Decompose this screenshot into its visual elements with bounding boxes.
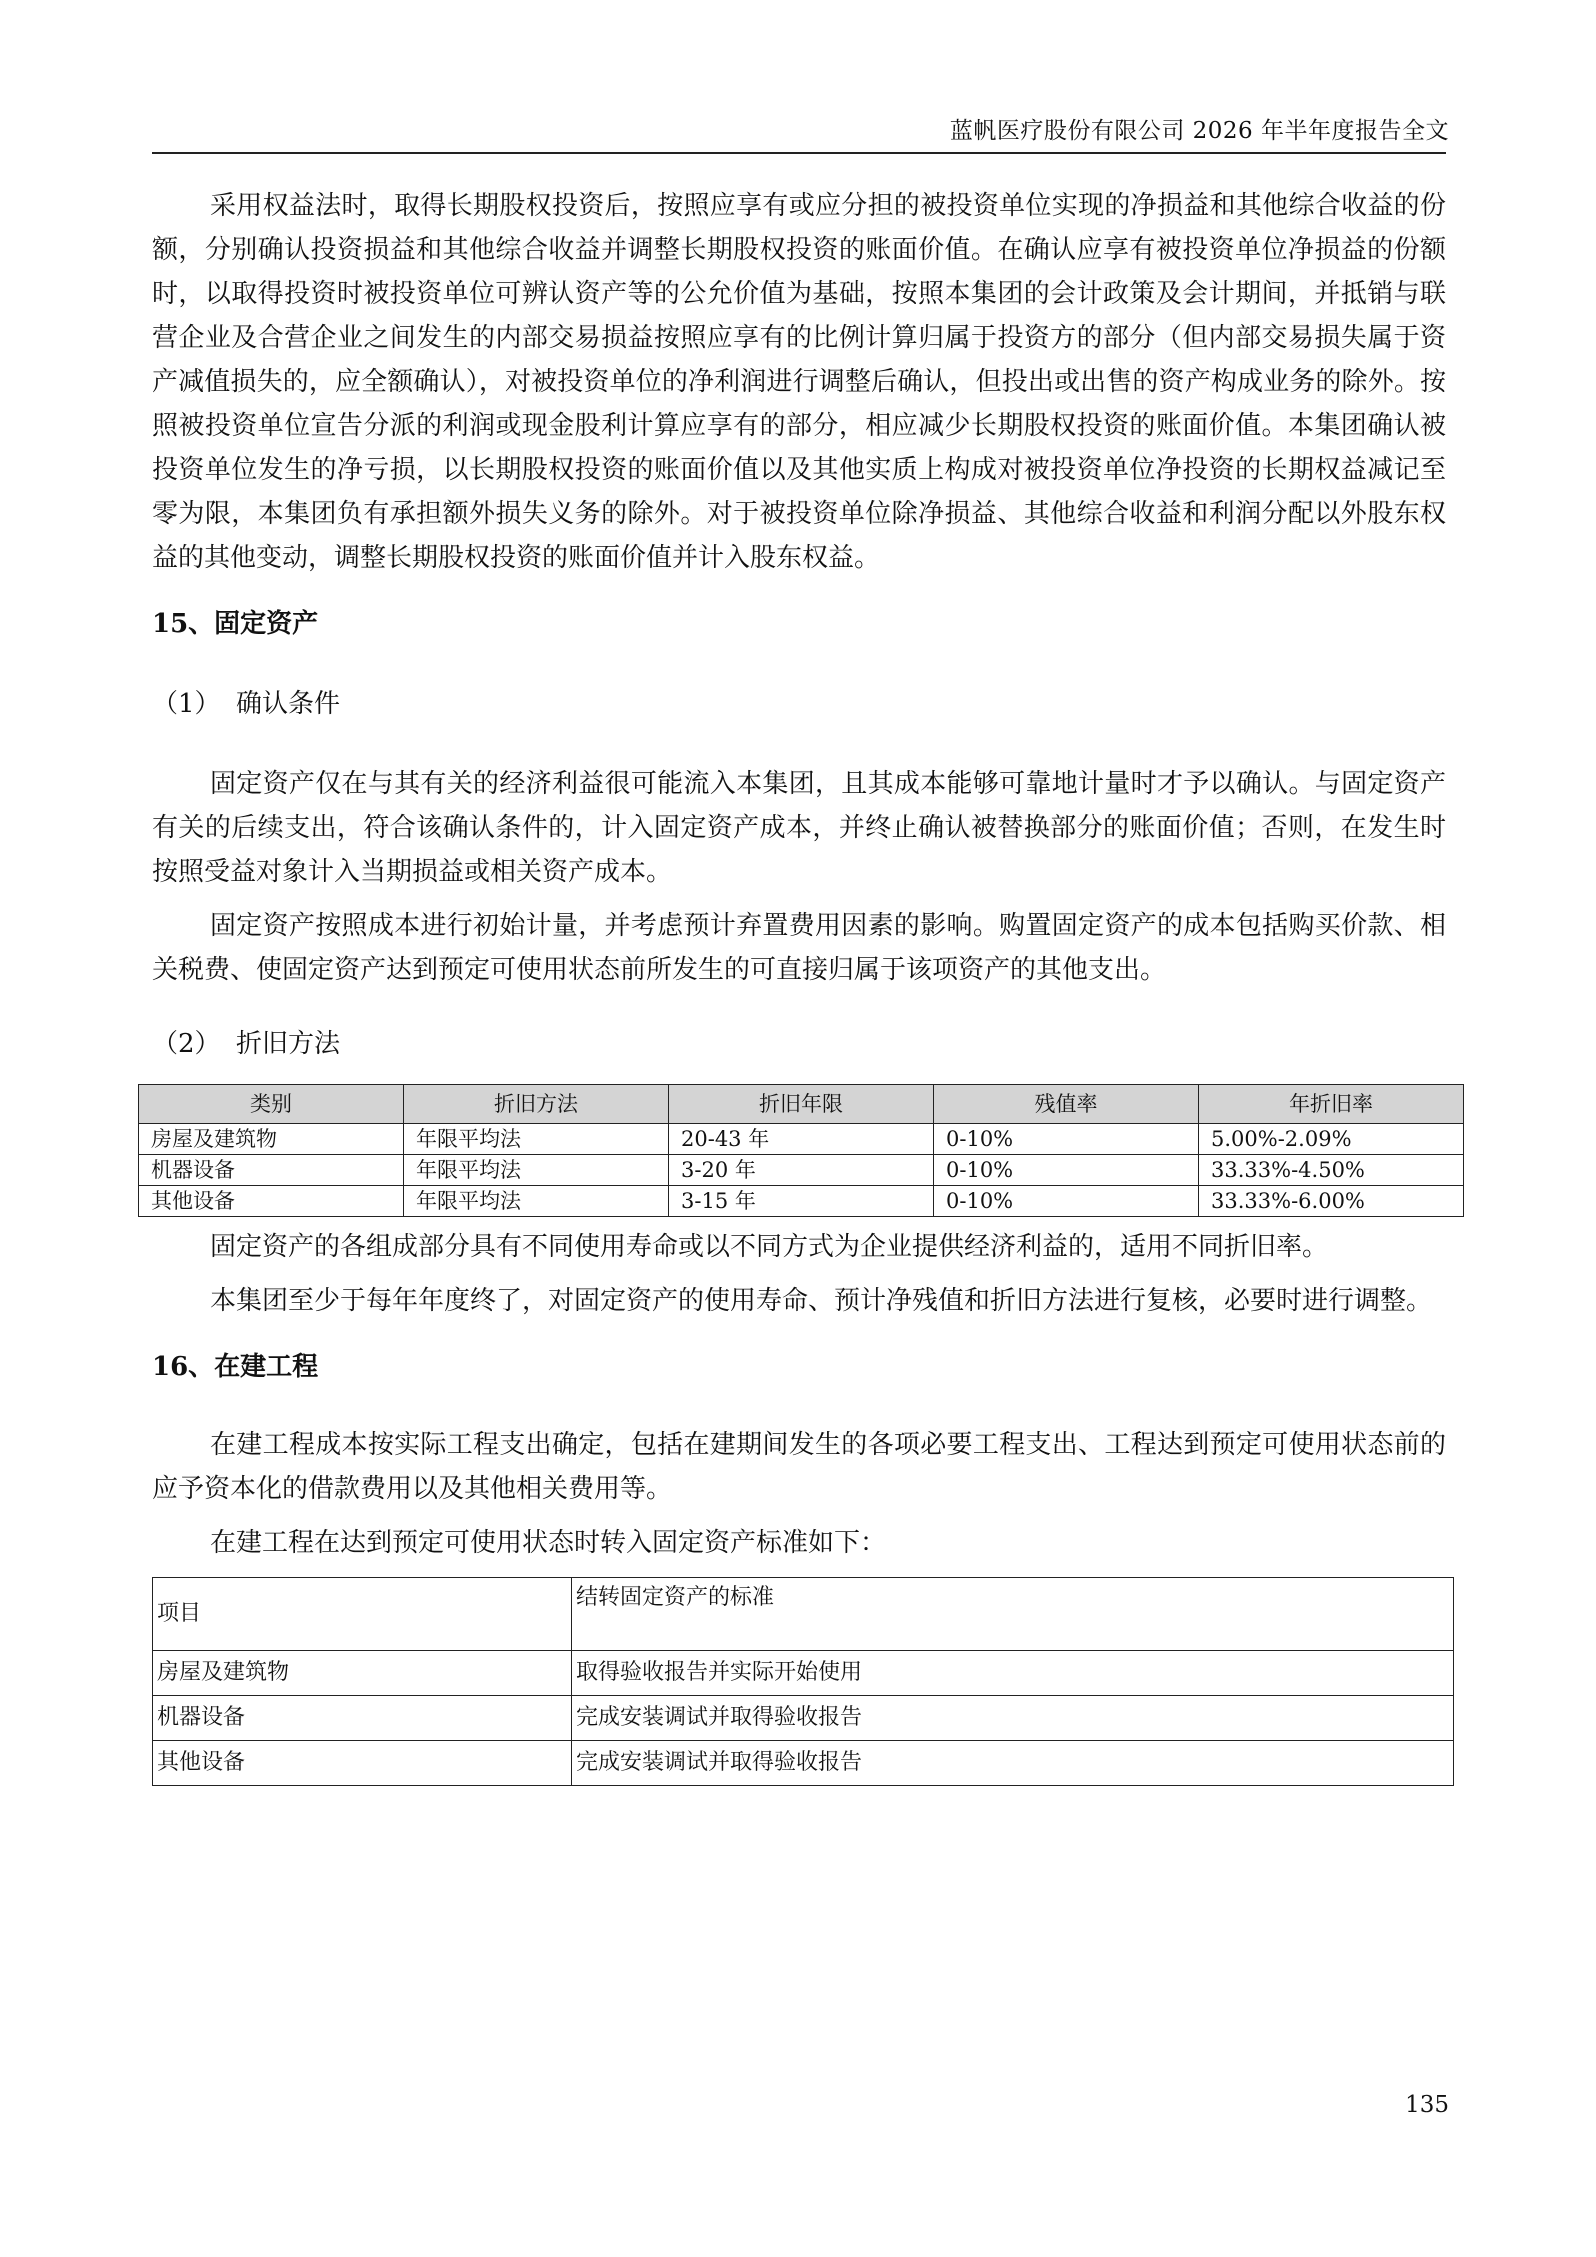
intro-paragraph: 采用权益法时，取得长期股权投资后，按照应享有或应分担的被投资单位实现的净损益和其他综合收益的份额，分别确认投资损益和其他综合收益并调整长期股权投资的账面价值。在确认应享有被投资单位净损益的份额时，以取得投资时被投资单位可辨认资产等的公允价值为基础，按照本集团的会计政策及会计期间，并抵销与联营企业及合营企业之间发生的内部交易损益按照应享有的比例计算归属于投资方的部分（但内部交易损失属于资产减值损失的，应全额确认），对被投资单位的净利润进行调整后确认，但投出或出售的资产构成业务的除外。按照被投资单位宣告分派的利润或现金股利计算应享有的部分，相应减少长期股权投资的账面价值。本集团确认被投资单位发生的净亏损，以长期股权投资的账面价值以及其他实质上构成对被投资单位净投资的长期权益减记至零为限，本集团负有承担额外损失义务的除外。对于被投资单位除净损益、其他综合收益和利润分配以外股东权益的其他变动，调整长期股权投资的账面价值并计入股东权益。 [152, 191, 1446, 573]
table-cell: 33.33%-4.50% [1199, 1155, 1464, 1186]
table-cell: 0-10% [934, 1186, 1199, 1217]
table-cell: 33.33%-6.00% [1199, 1186, 1464, 1217]
section-15-sub2 [152, 1022, 1446, 1066]
table-header-cell: 折旧年限 [669, 1085, 934, 1124]
table-cell: 其他设备 [153, 1741, 572, 1786]
table-cell: 机器设备 [153, 1696, 572, 1741]
sub2-title: 折旧方法 [236, 1029, 341, 1059]
table-header-cell: 结转固定资产的标准 [572, 1578, 1454, 1651]
transfer-standard-table [152, 1577, 1454, 1786]
table-cell: 20-43 年 [669, 1124, 934, 1155]
table-cell: 房屋及建筑物 [139, 1124, 404, 1155]
table-cell: 完成安装调试并取得验收报告 [572, 1741, 1454, 1786]
table-header-cell: 残值率 [934, 1085, 1199, 1124]
section-16-para1: 在建工程成本按实际工程支出确定，包括在建期间发生的各项必要工程支出、工程达到预定可使用状态前的应予资本化的借款费用以及其他相关费用等。 [152, 1430, 1446, 1504]
table-header-cell: 项目 [153, 1578, 572, 1651]
table-header-row [139, 1085, 1464, 1124]
table-cell: 3-15 年 [669, 1186, 934, 1217]
section-15-sub1 [152, 682, 1446, 726]
table-cell: 年限平均法 [404, 1124, 669, 1155]
section-16-title: 16、在建工程 [152, 1352, 319, 1382]
table-cell: 取得验收报告并实际开始使用 [572, 1651, 1454, 1696]
header-divider [152, 152, 1446, 154]
table-cell: 3-20 年 [669, 1155, 934, 1186]
table-cell: 0-10% [934, 1124, 1199, 1155]
section-15-para3: 固定资产的各组成部分具有不同使用寿命或以不同方式为企业提供经济利益的，适用不同折旧率。 [210, 1232, 1329, 1262]
section-15-para2: 固定资产按照成本进行初始计量，并考虑预计弃置费用因素的影响。购置固定资产的成本包括购买价款、相关税费、使固定资产达到预定可使用状态前所发生的可直接归属于该项资产的其他支出。 [152, 911, 1446, 985]
section-15-title: 15、固定资产 [152, 609, 319, 639]
table-cell: 房屋及建筑物 [153, 1651, 572, 1696]
table-row [153, 1741, 1454, 1786]
table-row [139, 1124, 1464, 1155]
sub1-index: （1） [152, 689, 221, 719]
section-15-para1: 固定资产仅在与其有关的经济利益很可能流入本集团，且其成本能够可靠地计量时才予以确认。与固定资产有关的后续支出，符合该确认条件的，计入固定资产成本，并终止确认被替换部分的账面价值；否则，在发生时按照受益对象计入当期损益或相关资产成本。 [152, 769, 1446, 887]
table-cell: 年限平均法 [404, 1186, 669, 1217]
table-cell: 其他设备 [139, 1186, 404, 1217]
table-row [153, 1696, 1454, 1741]
page-content [152, 184, 1446, 1786]
table-cell: 机器设备 [139, 1155, 404, 1186]
table-header-row [153, 1578, 1454, 1651]
table-header-cell: 年折旧率 [1199, 1085, 1464, 1124]
table-cell: 完成安装调试并取得验收报告 [572, 1696, 1454, 1741]
table-row [153, 1651, 1454, 1696]
table-cell: 年限平均法 [404, 1155, 669, 1186]
page-number: 135 [1405, 2092, 1449, 2118]
section-16-para2: 在建工程在达到预定可使用状态时转入固定资产标准如下： [210, 1528, 887, 1558]
table-row [139, 1186, 1464, 1217]
page-header-title: 蓝帆医疗股份有限公司 2026 年半年度报告全文 [949, 118, 1449, 144]
table-cell: 5.00%-2.09% [1199, 1124, 1464, 1155]
section-15-para4: 本集团至少于每年年度终了，对固定资产的使用寿命、预计净残值和折旧方法进行复核，必要时进行调整。 [210, 1286, 1433, 1316]
depreciation-table [138, 1084, 1464, 1217]
table-row [139, 1155, 1464, 1186]
table-header-cell: 类别 [139, 1085, 404, 1124]
table-cell: 0-10% [934, 1155, 1199, 1186]
table-header-cell: 折旧方法 [404, 1085, 669, 1124]
sub1-title: 确认条件 [236, 689, 341, 719]
sub2-index: （2） [152, 1029, 221, 1059]
